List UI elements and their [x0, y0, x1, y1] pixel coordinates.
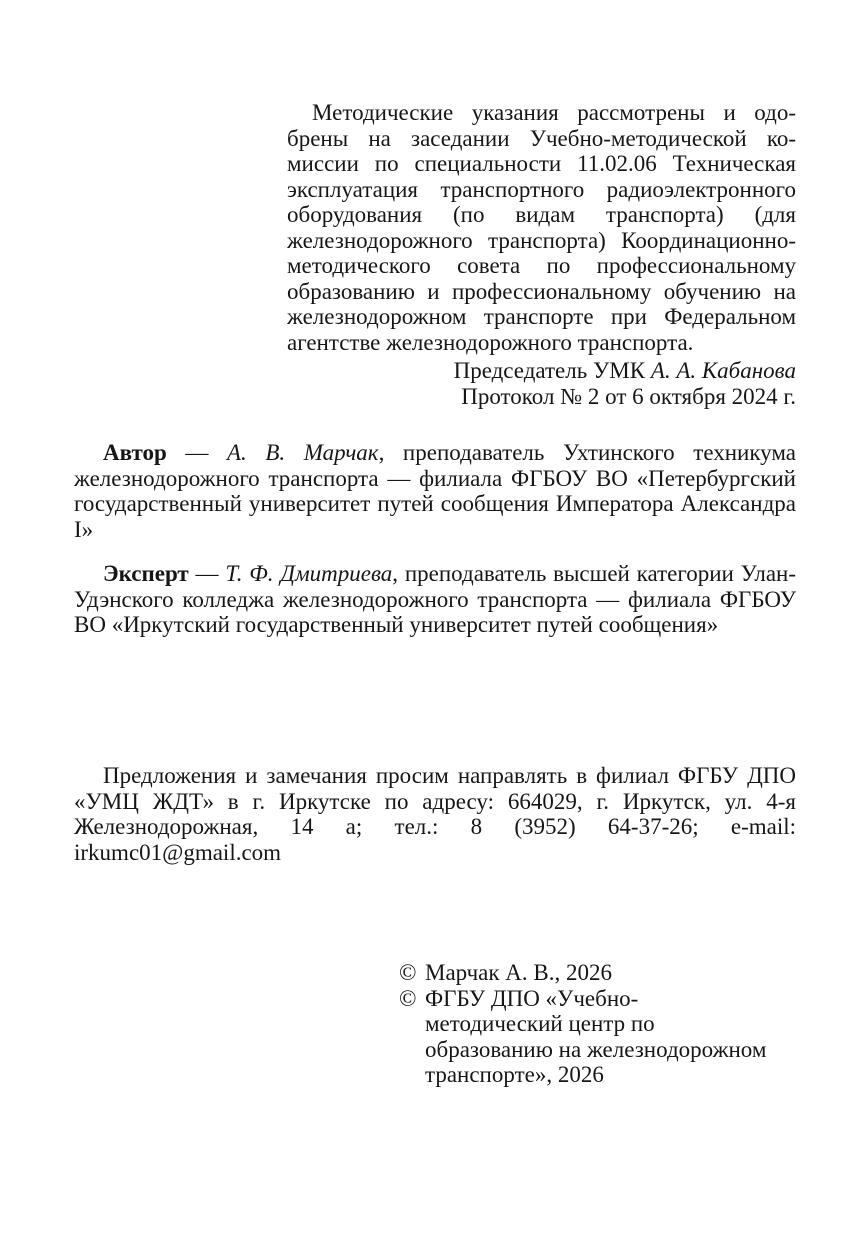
copyright-symbol: ©: [399, 960, 417, 985]
contact-block: [74, 763, 796, 865]
author-paragraph: [74, 440, 796, 542]
copyright-entry-author: [399, 960, 789, 986]
author-block: [74, 440, 796, 542]
copyright-entry-publisher: [399, 986, 789, 1088]
expert-paragraph: [74, 561, 796, 638]
copyright-text-author: Марчак А. В., 2026: [425, 960, 612, 985]
author-name: А. В. Марчак: [226, 440, 379, 465]
expert-separator: —: [188, 561, 226, 586]
approval-block: [287, 100, 796, 355]
copyright-symbol: ©: [399, 985, 417, 1011]
protocol-line: Протокол № 2 от 6 октября 2024 г.: [461, 383, 796, 409]
email-text: irkumc01@gmail.com: [74, 839, 282, 865]
expert-label: Эксперт: [103, 561, 189, 586]
copyright-block: [399, 960, 789, 1088]
copyright-text-publisher: ФГБУ ДПО «Учебно-методический центр по образованию на железнодорожном транспорте», 2026: [425, 985, 767, 1087]
expert-name: Т. Ф. Дмитриева: [225, 561, 393, 586]
chair-block: [287, 358, 796, 409]
expert-block: [74, 561, 796, 638]
chair-line: [287, 358, 796, 384]
contact-paragraph: [74, 763, 796, 865]
author-label: Автор: [103, 440, 167, 465]
author-description: , преподаватель Ухтинского техникума железнодорожного транспорта — филиала ФГБОУ ВО «Петербургский государственный университет путей сообщения Императора Александра I»: [74, 440, 796, 542]
email-label: e-mail:: [730, 814, 796, 839]
approval-paragraph: Методические указания рассмотрены и одобрены на заседании Учебно-методической комиссии по специальности 11.02.06 Техническая эксплуатация транспортного радиоэлектронного оборудования (по видам транспорта) (для железнодорожного транспорта) Координационно-методического совета по профессиональному образованию и профессиональному обучению на железнодорожном транспорте при Федеральном агентстве железнодорожного транспорта.: [287, 100, 796, 355]
contact-text: Предложения и замечания просим направлять в филиал ФГБУ ДПО «УМЦ ЖДТ» в г. Иркутске по адресу: 664029, г. Иркутск, ул. 4-я Железнодорожная, 14 а; тел.: 8 (3952) 64-37-26;: [74, 763, 796, 839]
chair-name: А. А. Кабанова: [650, 358, 796, 383]
expert-description: , преподаватель высшей категории Улан-Удэнского колледжа железнодорожного транспорта — филиала ФГБОУ ВО «Иркутский государственный университет путей сообщения»: [74, 561, 797, 637]
author-separator: —: [166, 440, 227, 465]
chair-label: Председатель УМК: [453, 358, 651, 383]
